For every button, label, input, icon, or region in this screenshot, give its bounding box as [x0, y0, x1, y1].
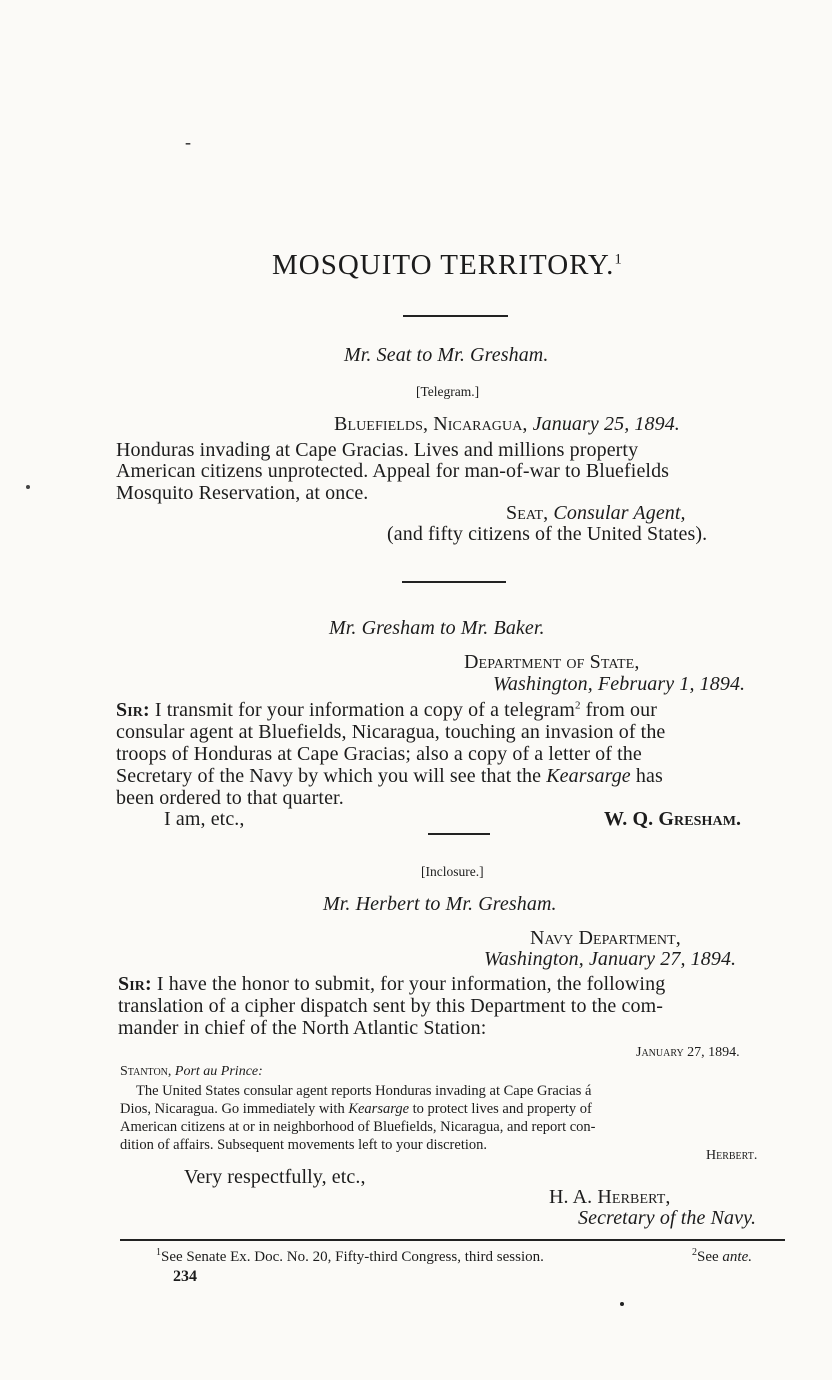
letter3-line-1: [118, 973, 665, 996]
dispatch-to: [120, 1064, 263, 1080]
letter1-line-2: American citizens unprotected. Appeal for man-of-war to Bluefields: [116, 460, 670, 482]
dispatch-to-name: Stanton,: [120, 1064, 172, 1079]
page-number: 234: [173, 1268, 197, 1285]
title-footnote-ref: 1: [614, 251, 623, 268]
footnote-1-text: See Senate Ex. Doc. No. 20, Fifty-third Congress, third session.: [161, 1249, 544, 1265]
letter2-rule: [428, 833, 490, 835]
letter2-ship: Kearsarge: [546, 765, 631, 787]
letter3-line-2: translation of a cipher dispatch sent by this Department to the com-: [118, 995, 663, 1017]
footnote-2-mark: 2: [692, 1247, 697, 1258]
letter2-line-2: consular agent at Bluefields, Nicaragua, touching an invasion of the: [116, 721, 666, 743]
title-rule: [403, 315, 508, 317]
dispatch-line-1: The United States consular agent reports Honduras invading at Cape Gracias á: [136, 1083, 592, 1099]
letter3-sig-name: H. A. Herbert,: [549, 1186, 671, 1208]
dispatch-line-4: dition of affairs. Subsequent movements left to your discretion.: [120, 1137, 487, 1153]
footnote-rule: [120, 1239, 785, 1241]
letter2-signature: W. Q. Gresham.: [604, 808, 742, 830]
dispatch-to-place: Port au Prince:: [174, 1064, 263, 1079]
page-title: [272, 249, 623, 282]
letter3-heading: Mr. Herbert to Mr. Gresham.: [323, 893, 557, 915]
letter3-dept: Navy Department,: [530, 927, 681, 949]
dispatch-line-3: American citizens at or in neighborhood of Bluefields, Nicaragua, and report con-: [120, 1119, 596, 1135]
letter1-rule: [402, 581, 506, 583]
dispatch-signature: Herbert.: [706, 1148, 758, 1163]
letter1-dateline: [334, 413, 680, 436]
letter1-sig-extra: (and fifty citizens of the United States).: [387, 523, 708, 545]
letter1-place: Bluefields, Nicaragua,: [334, 413, 528, 435]
dispatch-date: January 27, 1894.: [636, 1045, 740, 1060]
letter2-line-4-tail: has: [630, 765, 663, 787]
letter3-line-3: mander in chief of the North Atlantic Station:: [118, 1017, 487, 1039]
top-mark: -: [185, 132, 191, 152]
letter1-sig-title: Consular Agent,: [553, 502, 686, 524]
letter1-sig-name: Seat,: [506, 502, 549, 524]
letter1-note: [Telegram.]: [416, 384, 480, 399]
letter1-line-3: Mosquito Reservation, at once.: [116, 482, 369, 504]
footnote-2: [692, 1247, 752, 1266]
letter2-line-4-text: Secretary of the Navy by which you will see that the: [116, 765, 542, 787]
letter1-line-1: Honduras invading at Cape Gracias. Lives and millions property: [116, 439, 639, 461]
letter2-dept: Department of State,: [464, 651, 640, 673]
footnote-2-text: See: [697, 1249, 719, 1265]
letter2-line-1-text: I transmit for your information a copy of a telegram: [154, 699, 575, 721]
ink-speck: [620, 1302, 624, 1306]
footnote-1: [156, 1247, 544, 1266]
letter3-sig-title: Secretary of the Navy.: [578, 1207, 757, 1229]
dispatch-line-2-text: Dios, Nicaragua. Go immediately with: [120, 1101, 345, 1117]
footnote-2-ref: ante.: [722, 1249, 752, 1265]
letter1-date: January 25, 1894.: [532, 413, 680, 435]
letter2-line-4: [116, 765, 663, 788]
letter2-line-1-tail: from our: [580, 699, 657, 721]
letter3-note: [Inclosure.]: [421, 864, 484, 879]
letter1-signature: [506, 502, 686, 525]
page-title-text: MOSQUITO TERRITORY.: [272, 249, 615, 281]
letter2-line-3: troops of Honduras at Cape Gracias; also a copy of a letter of the: [116, 743, 642, 765]
letter2-line-1: [116, 699, 657, 722]
letter2-line-5: been ordered to that quarter.: [116, 787, 344, 809]
letter2-heading: Mr. Gresham to Mr. Baker.: [329, 617, 545, 639]
letter2-place-date: Washington, February 1, 1894.: [493, 673, 746, 695]
footnote-1-mark: 1: [156, 1247, 161, 1258]
dispatch-line-2: [120, 1101, 592, 1118]
letter3-line-1-text: I have the honor to submit, for your information, the following: [156, 973, 666, 995]
letter3-place-date: Washington, January 27, 1894.: [484, 948, 737, 970]
ink-speck: [26, 485, 30, 489]
dispatch-line-2-tail: to protect lives and property of: [409, 1101, 592, 1117]
dispatch-ship: Kearsarge: [348, 1101, 410, 1117]
letter2-closing: I am, etc.,: [164, 808, 245, 830]
letter1-heading: Mr. Seat to Mr. Gresham.: [344, 344, 549, 366]
letter3-salutation: Sir:: [118, 973, 152, 995]
letter3-closing: Very respectfully, etc.,: [184, 1166, 366, 1188]
letter2-fn-ref: 2: [574, 699, 581, 712]
letter2-salutation: Sir:: [116, 699, 150, 721]
